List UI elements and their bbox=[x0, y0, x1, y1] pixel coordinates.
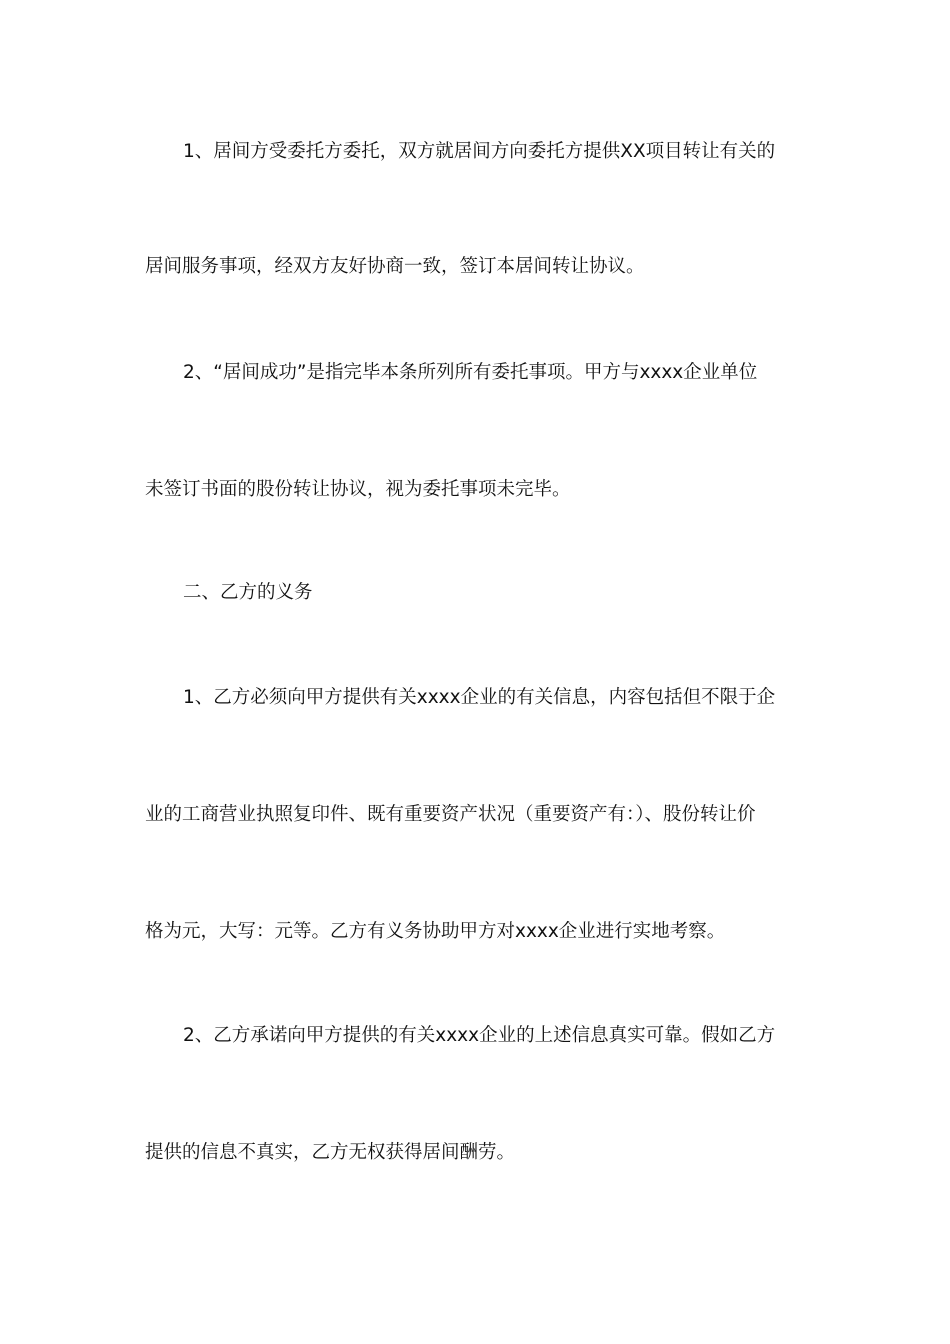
section-heading: 二、乙方的义务 bbox=[183, 582, 313, 603]
paragraph-3-line-2: 业的工商营业执照复印件、既有重要资产状况（重要资产有：）、股份转让价 bbox=[145, 804, 756, 825]
paragraph-1-line-1: 1、居间方受委托方委托，双方就居间方向委托方提供XX项目转让有关的 bbox=[183, 141, 776, 162]
paragraph-4-line-1: 2、乙方承诺向甲方提供的有关xxxx企业的上述信息真实可靠。假如乙方 bbox=[183, 1025, 776, 1046]
paragraph-4-line-2: 提供的信息不真实，乙方无权获得居间酬劳。 bbox=[145, 1142, 516, 1163]
paragraph-2-line-1: 2、“居间成功”是指完毕本条所列所有委托事项。甲方与xxxx企业单位 bbox=[183, 362, 758, 383]
paragraph-3-line-1: 1、乙方必须向甲方提供有关xxxx企业的有关信息，内容包括但不限于企 bbox=[183, 687, 776, 708]
paragraph-3-line-3: 格为元，大写：元等。乙方有义务协助甲方对xxxx企业进行实地考察。 bbox=[145, 921, 726, 942]
paragraph-1-line-2: 居间服务事项，经双方友好协商一致，签订本居间转让协议。 bbox=[145, 256, 645, 277]
paragraph-2-line-2: 未签订书面的股份转让协议，视为委托事项未完毕。 bbox=[145, 479, 571, 500]
